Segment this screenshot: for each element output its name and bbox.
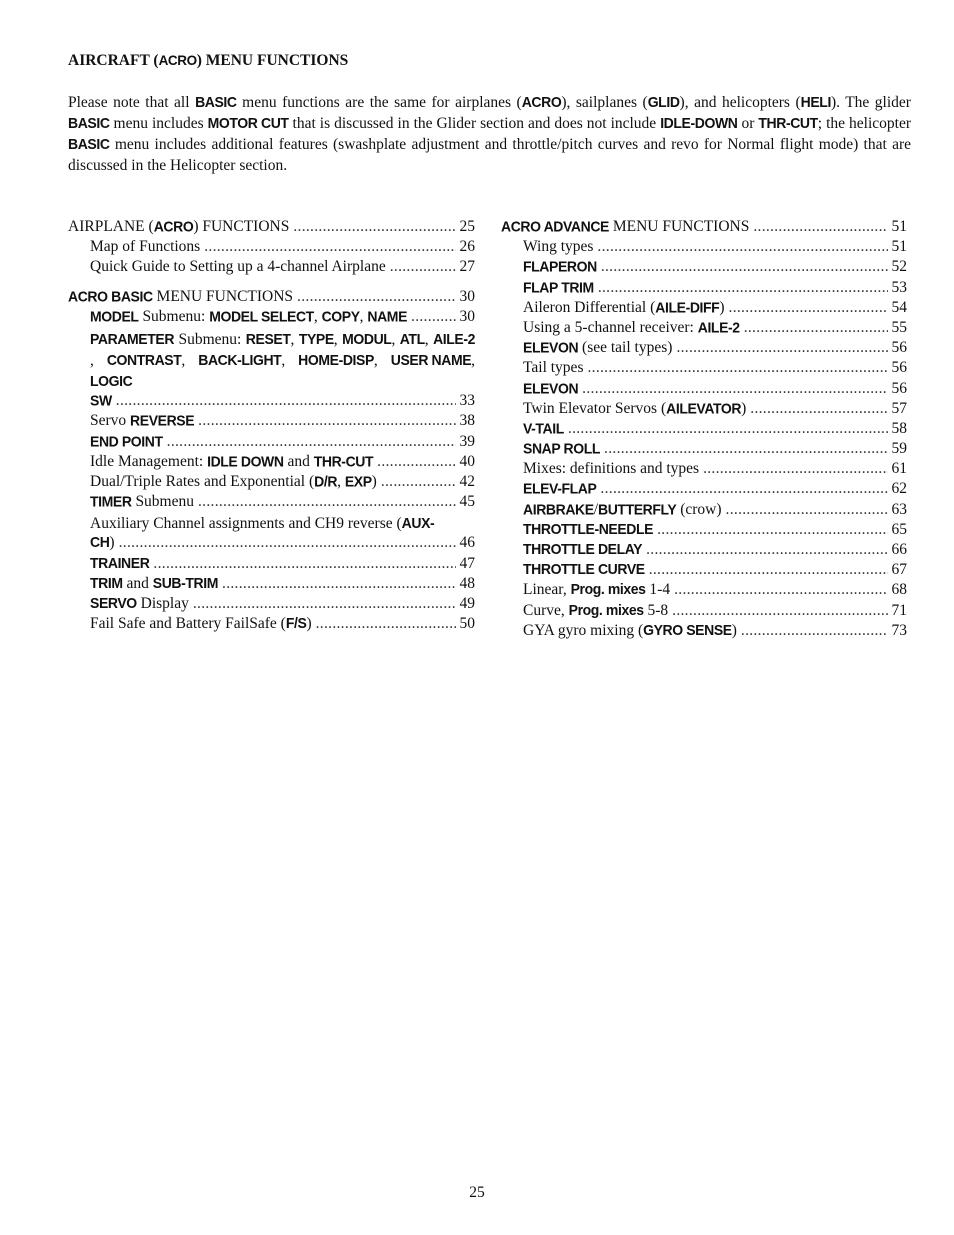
toc-entry-flap-trim[interactable]: FLAP TRIM ..... 53 xyxy=(501,279,907,299)
toc-entry-map-of-functions[interactable]: Map of Functions ..... 26 xyxy=(68,238,475,258)
page-ref: 26 xyxy=(459,238,475,256)
page-ref: 33 xyxy=(459,392,475,410)
page-ref: 67 xyxy=(891,561,907,579)
toc-entry-dual-rates[interactable]: Dual/Triple Rates and Exponential (D/R, EXP) ..... 42 xyxy=(68,473,475,493)
toc-entry-servo-display[interactable]: SERVO Display ..... 49 xyxy=(68,595,475,615)
heading-text-end: ) MENU FUNCTIONS xyxy=(196,52,349,69)
toc-entry-gya-gyro[interactable]: GYA gyro mixing (GYRO SENSE) ..... 73 xyxy=(501,622,907,642)
page-ref: 40 xyxy=(459,452,475,470)
page-ref: 56 xyxy=(891,379,907,397)
toc-entry-linear-prog-mixes[interactable]: Linear, Prog. mixes 1-4 ..... 68 xyxy=(501,581,907,601)
page-ref: 52 xyxy=(891,258,907,276)
page-ref: 38 xyxy=(459,412,475,430)
toc-entry-trainer[interactable]: TRAINER ..... 47 xyxy=(68,555,475,575)
heading-text: AIRCRAFT ( xyxy=(68,52,159,69)
toc-entry-idle-management[interactable]: Idle Management: IDLE DOWN and THR-CUT ..... 40 xyxy=(68,453,475,473)
page-ref: 61 xyxy=(891,460,907,478)
intro-paragraph: Please note that all BASIC menu functions are the same for airplanes (ACRO), sailplanes (GLID), and helicopters (HELI). The glider BASIC menu includes MOTOR CUT that is discussed in the Glider section and does not include IDLE-DOWN or THR-CUT; the helicopter BASIC menu includes additional features (swashplate adjustment and throttle/pitch curves and revo for Normal flight mode) that are discussed in the Helicopter section. xyxy=(68,93,911,174)
page-ref: 66 xyxy=(891,541,907,558)
page-ref: 59 xyxy=(891,440,907,458)
toc-entry-v-tail[interactable]: V-TAIL ..... 58 xyxy=(501,420,907,440)
toc-right-column xyxy=(501,218,907,642)
heading-code: ACRO xyxy=(158,52,197,69)
page-ref: 30 xyxy=(459,288,475,306)
toc-entry-airbrake[interactable]: AIRBRAKE/BUTTERFLY (crow) ..... 63 xyxy=(501,501,907,521)
toc-entry-end-point[interactable]: END POINT ..... 39 xyxy=(68,433,475,453)
toc-entry-throttle-delay[interactable]: THROTTLE DELAY ..... 66 xyxy=(501,541,907,561)
page-number: 25 xyxy=(469,1184,485,1201)
toc-entry-quick-guide[interactable]: Quick Guide to Setting up a 4-channel Airplane ..... 27 xyxy=(68,258,475,278)
toc-entry-snap-roll[interactable]: SNAP ROLL ..... 59 xyxy=(501,440,907,460)
toc-entry-acro-advance[interactable]: ACRO ADVANCE MENU FUNCTIONS ..... 51 xyxy=(501,218,907,238)
page-ref: 51 xyxy=(891,218,907,235)
toc-entry-elevon[interactable]: ELEVON ..... 56 xyxy=(501,380,907,400)
toc-entry-model-submenu[interactable]: MODEL Submenu: MODEL SELECT, COPY, NAME ..... 30 xyxy=(68,308,475,328)
toc-left-column xyxy=(68,218,475,635)
toc-entry-elevon-see-tail[interactable]: ELEVON (see tail types) ..... 56 xyxy=(501,339,907,359)
toc-entry-tail-types[interactable]: Tail types ..... 56 xyxy=(501,359,907,379)
toc-entry-twin-elevator[interactable]: Twin Elevator Servos (AILEVATOR) ..... 57 xyxy=(501,400,907,420)
page-ref: 39 xyxy=(459,432,475,450)
page-ref: 62 xyxy=(891,480,907,498)
page-ref: 48 xyxy=(459,574,475,592)
page-ref: 53 xyxy=(891,278,907,296)
toc-entry-aileron-differential[interactable]: Aileron Differential (AILE-DIFF) ..... 54 xyxy=(501,299,907,319)
page-ref: 27 xyxy=(459,258,475,276)
toc-entry-parameter-cont[interactable]: SW ..... 33 xyxy=(68,392,475,412)
toc-entry-servo-reverse[interactable]: Servo REVERSE ..... 38 xyxy=(68,412,475,432)
page-ref: 68 xyxy=(891,581,907,599)
page-ref: 58 xyxy=(891,419,907,437)
toc-entry-airplane-functions[interactable]: AIRPLANE (ACRO) FUNCTIONS ..... 25 xyxy=(68,218,475,238)
page-ref: 49 xyxy=(459,595,475,613)
dot-leader xyxy=(293,218,455,236)
page-ref: 25 xyxy=(459,218,475,235)
page-ref: 54 xyxy=(891,298,907,316)
page-ref: 30 xyxy=(459,308,475,326)
page-ref: 51 xyxy=(891,238,907,256)
page-ref: 73 xyxy=(891,621,907,639)
toc-entry-throttle-curve[interactable]: THROTTLE CURVE ..... 67 xyxy=(501,561,907,581)
toc-entry-acro-basic[interactable]: ACRO BASIC MENU FUNCTIONS ..... 30 xyxy=(68,288,475,308)
toc-entry-timer[interactable]: TIMER Submenu ..... 45 xyxy=(68,493,475,513)
page-ref: 55 xyxy=(891,318,907,336)
toc-entry-throttle-needle[interactable]: THROTTLE-NEEDLE ..... 65 xyxy=(501,521,907,541)
toc-entry-parameter-submenu[interactable]: PARAMETER Submenu: RESET, TYPE, MODUL, ATL, AILE-2, CONTRAST, BACK-LIGHT, HOME-DISP, USER NAME, LOGIC xyxy=(90,330,476,390)
page-ref: 65 xyxy=(891,520,907,538)
toc-entry-flaperon[interactable]: FLAPERON ..... 52 xyxy=(501,258,907,278)
page-ref: 45 xyxy=(459,493,475,511)
page-ref: 47 xyxy=(459,554,475,572)
toc-entry-trim[interactable]: TRIM and SUB-TRIM ..... 48 xyxy=(68,575,475,595)
toc-entry-wing-types[interactable]: Wing types ..... 51 xyxy=(501,238,907,258)
toc-entry-five-channel[interactable]: Using a 5-channel receiver: AILE-2 ..... 55 xyxy=(501,319,907,339)
toc-entry-curve-prog-mixes[interactable]: Curve, Prog. mixes 5-8 ..... 71 xyxy=(501,602,907,622)
toc-entry-elev-flap[interactable]: ELEV-FLAP ..... 62 xyxy=(501,480,907,500)
toc-entry-aux-channel[interactable]: Auxiliary Channel assignments and CH9 reverse (AUX- xyxy=(90,514,435,533)
toc-entry-mixes[interactable]: Mixes: definitions and types ..... 61 xyxy=(501,460,907,480)
page-ref: 50 xyxy=(459,615,475,633)
toc-entry-aux-channel-cont[interactable]: CH) ..... 46 xyxy=(68,534,475,554)
page-ref: 46 xyxy=(459,534,475,552)
page-ref: 63 xyxy=(891,500,907,518)
page-ref: 56 xyxy=(891,359,907,377)
page-ref: 71 xyxy=(891,601,907,619)
section-heading xyxy=(68,52,348,70)
page-ref: 56 xyxy=(891,339,907,357)
page-ref: 57 xyxy=(891,399,907,417)
page-ref: 42 xyxy=(459,472,475,490)
toc-entry-fail-safe[interactable]: Fail Safe and Battery FailSafe (F/S) ..... 50 xyxy=(68,615,475,635)
